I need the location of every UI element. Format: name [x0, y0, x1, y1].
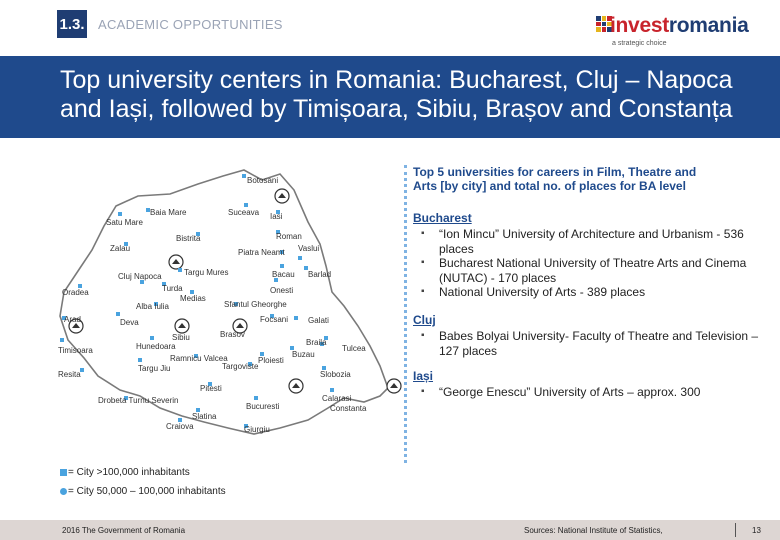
legend-small-cities: [60, 486, 226, 497]
list-item: ▪ “Ion Mincu” University of Architecture and Urbanism - 536 places: [413, 227, 773, 256]
city-label: Targu Jiu: [138, 364, 171, 373]
cluj-list: [413, 329, 773, 358]
city-label: Bucuresti: [246, 402, 280, 411]
city-label: Resita: [58, 370, 81, 379]
group-city-bucharest: Bucharest: [413, 211, 472, 225]
logo-text-invest: invest: [610, 14, 669, 37]
list-item: ▪ “George Enescu” University of Arts – approx. 300: [413, 385, 773, 400]
city-label: Sfantul Gheorghe: [224, 300, 287, 309]
city-label: Drobeta Turnu Severin: [98, 396, 179, 405]
university-icon-sibiu: [175, 319, 189, 333]
city-label: Ploiesti: [258, 356, 284, 365]
bucharest-list: [413, 227, 773, 300]
city-dot: [280, 264, 284, 268]
city-label: Turda: [162, 284, 183, 293]
city-label: Targoviste: [222, 362, 259, 371]
panel-heading: Top 5 universities for careers in Film, Theatre and Arts [by city] and total no. of places for BA level: [413, 165, 697, 193]
footer-divider: [735, 523, 736, 537]
footer: [0, 520, 780, 540]
logo-wordmark: [610, 14, 749, 38]
city-label: Onesti: [270, 286, 294, 295]
logo-text-romania: romania: [668, 14, 749, 37]
city-label: Slatina: [192, 412, 217, 421]
universities-panel: [413, 165, 773, 399]
list-item: ▪ Babes Bolyai University- Faculty of Theatre and Television – 127 places: [413, 329, 773, 358]
page-title: Top university centers in Romania: Bucharest, Cluj – Napoca and Iași, followed by Timișoara, Sibiu, Brașov and Constanța: [60, 66, 733, 123]
city-dot: [244, 203, 248, 207]
city-label: Pitesti: [200, 384, 222, 393]
city-label: Zalau: [110, 244, 131, 253]
city-label: Piatra Neamt: [238, 248, 285, 257]
city-label: Bacau: [272, 270, 295, 279]
city-label: Cluj Napoca: [118, 272, 162, 281]
iasi-list: [413, 385, 773, 400]
city-dot: [254, 396, 258, 400]
city-label: Roman: [276, 232, 302, 241]
city-label: Alba Iulia: [136, 302, 169, 311]
city-label: Iasi: [270, 212, 283, 221]
group-city-cluj: Cluj: [413, 313, 436, 327]
list-item: ▪ Bucharest National University of Theatre Arts and Cinema (NUTAC) - 170 places: [413, 256, 773, 285]
column-divider: [404, 165, 407, 463]
iasi-group: [413, 369, 773, 400]
romania-map: [58, 140, 408, 460]
city-dot: [242, 174, 246, 178]
city-label: Satu Mare: [106, 218, 143, 227]
university-icon-iasi: [275, 189, 289, 203]
city-label: Brasov: [220, 330, 245, 339]
legend-big-cities: [60, 467, 190, 478]
city-dot: [150, 336, 154, 340]
city-label: Suceava: [228, 208, 260, 217]
investromania-logo: [596, 14, 749, 50]
city-label: Craiova: [166, 422, 194, 431]
city-label: Calarasi: [322, 394, 352, 403]
university-icon-cluj: [169, 255, 183, 269]
city-label: Timisoara: [58, 346, 93, 355]
city-label: Botosani: [247, 176, 279, 185]
city-label: Giurgiu: [244, 425, 270, 434]
city-label: Buzau: [292, 350, 315, 359]
city-dot: [294, 316, 298, 320]
title-banner: [0, 56, 780, 138]
group-city-iasi: Iași: [413, 369, 434, 383]
city-label: Deva: [120, 318, 139, 327]
page-number: 13: [752, 526, 761, 535]
logo-tagline: a strategic choice: [612, 40, 667, 47]
footer-copyright: 2016 The Government of Romania: [62, 526, 186, 535]
city-label: Medias: [180, 294, 206, 303]
cluj-group: [413, 313, 773, 358]
square-marker-icon: [60, 469, 67, 476]
city-label: Ramnicu Valcea: [170, 354, 228, 363]
city-dot: [138, 358, 142, 362]
city-label: Braila: [306, 338, 327, 347]
city-dot: [330, 388, 334, 392]
city-dot: [118, 212, 122, 216]
legend-label: = City >100,000 inhabitants: [68, 467, 190, 478]
city-label: Oradea: [62, 288, 89, 297]
city-label: Targu Mures: [184, 268, 229, 277]
circle-marker-icon: [60, 488, 67, 495]
city-label: Vaslui: [298, 244, 320, 253]
city-label: Arad: [64, 315, 81, 324]
city-label: Constanta: [330, 404, 367, 413]
city-label: Slobozia: [320, 370, 351, 379]
city-label: Bistrita: [176, 234, 201, 243]
city-label: Baia Mare: [150, 208, 187, 217]
legend-label: = City 50,000 – 100,000 inhabitants: [68, 486, 226, 497]
footer-source: Sources: National Institute of Statistics,: [524, 526, 663, 535]
university-icon-constanta: [387, 379, 401, 393]
city-label: Focsani: [260, 315, 289, 324]
list-item: ▪ National University of Arts - 389 places: [413, 285, 773, 300]
city-label: Tulcea: [342, 344, 366, 353]
section-number-badge: 1.3.: [57, 10, 87, 38]
section-title: ACADEMIC OPPORTUNITIES: [98, 17, 283, 32]
city-dot: [298, 256, 302, 260]
city-label: Hunedoara: [136, 342, 176, 351]
city-label: Barlad: [308, 270, 332, 279]
city-dot: [178, 268, 182, 272]
city-dot: [116, 312, 120, 316]
university-icon-bucuresti: [289, 379, 303, 393]
city-label: Galati: [308, 316, 329, 325]
city-label: Sibiu: [172, 333, 190, 342]
city-dot: [60, 338, 64, 342]
bucharest-group: [413, 211, 773, 300]
